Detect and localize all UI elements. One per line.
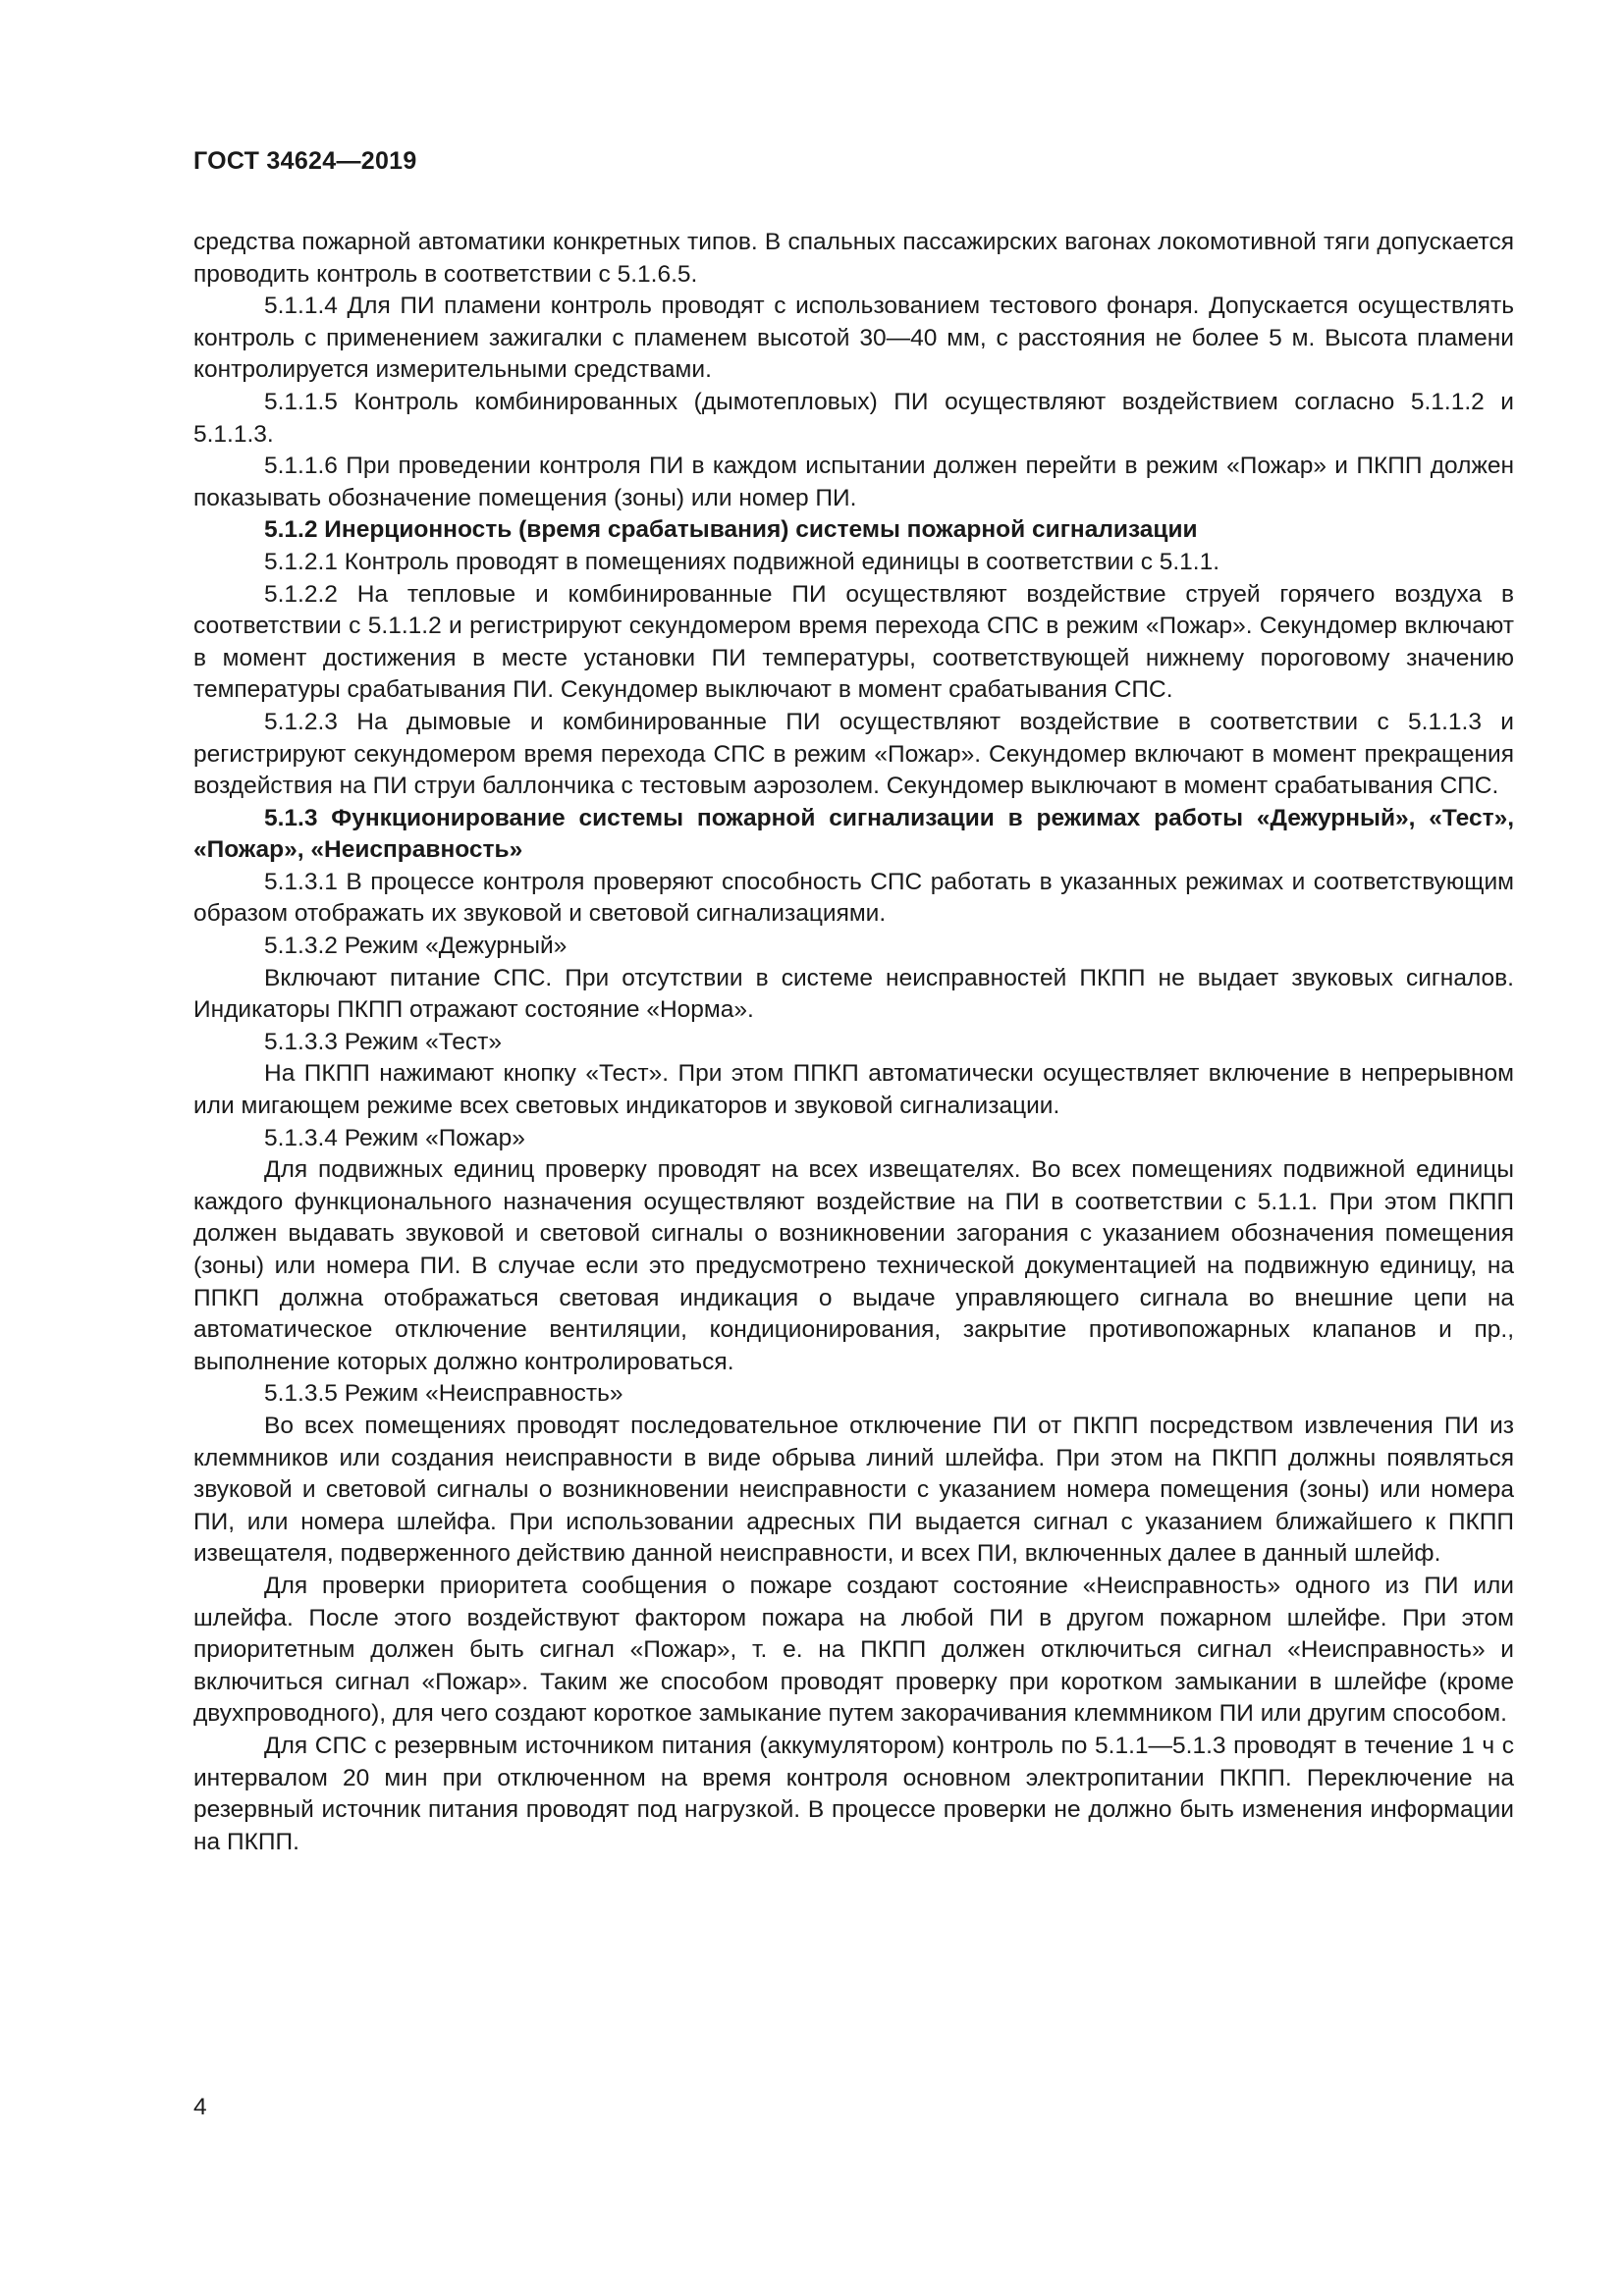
paragraph: 5.1.2.2 На тепловые и комбинированные ПИ осуществляют воздействие струей горячего воздуха в соответствии с 5.1.1.2 и регистрируют секундомером время перехода СПС в режим «Пожар». Секундомер включают в момент достижения в месте установки ПИ температуры, соответствующей нижнему пороговому значению температуры срабатывания ПИ. Секундомер выключают в момент срабатывания СПС. <box>193 580 1514 704</box>
section-heading: 5.1.2 Инерционность (время срабатывания) системы пожарной сигнализации <box>264 516 1198 544</box>
page-number: 4 <box>193 2094 207 2120</box>
paragraph: Во всех помещениях проводят последовательное отключение ПИ от ПКПП посредством извлечения ПИ из клеммников или создания неисправности в виде обрыва линий шлейфа. При этом на ПКПП должны появляться звуковой и световой сигналы о возникновении неисправности с указанием номера помещения (зоны) или номера ПИ, или номера шлейфа. При использовании адресных ПИ выдается сигнал с указанием ближайшего к ПКПП извещателя, подверженного действию данной неисправности, и всех ПИ, включенных далее в данный шлейф. <box>193 1412 1514 1568</box>
paragraph: Для СПС с резервным источником питания (аккумулятором) контроль по 5.1.1—5.1.3 проводят в течение 1 ч с интервалом 20 мин при отключенном на время контроля основном электропитании ПКПП. Переключение на резервный источник питания проводят под нагрузкой. В процессе проверки не должно быть изменения информации на ПКПП. <box>193 1732 1514 1855</box>
document-body <box>193 227 1514 1858</box>
paragraph: 5.1.1.4 Для ПИ пламени контроль проводят с использованием тестового фонаря. Допускается осуществлять контроль с применением зажигалки с пламенем высотой 30—40 мм, с расстояния не более 5 м. Высота пламени контролируется измерительными средствами. <box>193 293 1514 384</box>
paragraph: средства пожарной автоматики конкретных типов. В спальных пассажирских вагонах локомотивной тяги допускается проводить контроль в соответствии с 5.1.6.5. <box>193 229 1514 288</box>
paragraph: 5.1.3.1 В процессе контроля проверяют способность СПС работать в указанных режимах и соответствующим образом отображать их звуковой и световой сигнализациями. <box>193 868 1514 928</box>
paragraph: 5.1.1.5 Контроль комбинированных (дымотепловых) ПИ осуществляют воздействием согласно 5.1.1.2 и 5.1.1.3. <box>193 388 1514 448</box>
paragraph: 5.1.1.6 При проведении контроля ПИ в каждом испытании должен перейти в режим «Пожар» и ПКПП должен показывать обозначение помещения (зоны) или номер ПИ. <box>193 453 1514 511</box>
subsection-title: 5.1.3.4 Режим «Пожар» <box>264 1124 525 1151</box>
paragraph: 5.1.2.3 На дымовые и комбинированные ПИ осуществляют воздействие в соответствии с 5.1.1.3 и регистрируют секундомером время перехода СПС в режим «Пожар». Секундомер включают в момент прекращения воздействия на ПИ струи баллончика с тестовым аэрозолем. Секундомер выключают в момент срабатывания СПС. <box>193 708 1514 800</box>
subsection-title: 5.1.3.2 Режим «Дежурный» <box>264 933 568 960</box>
paragraph: На ПКПП нажимают кнопку «Тест». При этом ППКП автоматически осуществляет включение в непрерывном или мигающем режиме всех световых индикаторов и звуковой сигнализации. <box>193 1060 1514 1120</box>
document-header: ГОСТ 34624—2019 <box>193 147 417 175</box>
subsection-title: 5.1.3.3 Режим «Тест» <box>264 1028 503 1055</box>
paragraph: 5.1.2.1 Контроль проводят в помещениях подвижной единицы в соответствии с 5.1.1. <box>264 548 1220 575</box>
paragraph: Включают питание СПС. При отсутствии в системе неисправностей ПКПП не выдает звуковых сигналов. Индикаторы ПКПП отражают состояние «Норма». <box>193 964 1514 1024</box>
section-heading: 5.1.3 Функционирование системы пожарной сигнализации в режимах работы «Дежурный», «Тест», «Пожар», «Неисправность» <box>193 804 1514 864</box>
subsection-title: 5.1.3.5 Режим «Неисправность» <box>264 1380 623 1408</box>
paragraph: Для проверки приоритета сообщения о пожаре создают состояние «Неисправность» одного из ПИ или шлейфа. После этого воздействуют фактором пожара на любой ПИ в другом пожарном шлейфе. При этом приоритетным должен быть сигнал «Пожар», т. е. на ПКПП должен отключиться сигнал «Неисправность» и включиться сигнал «Пожар». Таким же способом проводят проверку при коротком замыкании в шлейфе (кроме двухпроводного), для чего создают короткое замыкание путем закорачивания клеммником ПИ или другим способом. <box>193 1572 1514 1728</box>
paragraph: Для подвижных единиц проверку проводят на всех извещателях. Во всех помещениях подвижной единицы каждого функционального назначения осуществляют воздействие на ПИ в соответствии с 5.1.1. При этом ПКПП должен выдавать звуковой и световой сигналы о возникновении загорания с указанием обозначения помещения (зоны) или номера ПИ. В случае если это предусмотрено технической документацией на подвижную единицу, на ППКП должна отображаться световая индикация о выдаче управляющего сигнала во внешние цепи на автоматическое отключение вентиляции, кондиционирования, закрытие противопожарных клапанов и пр., выполнение которых должно контролироваться. <box>193 1156 1514 1375</box>
